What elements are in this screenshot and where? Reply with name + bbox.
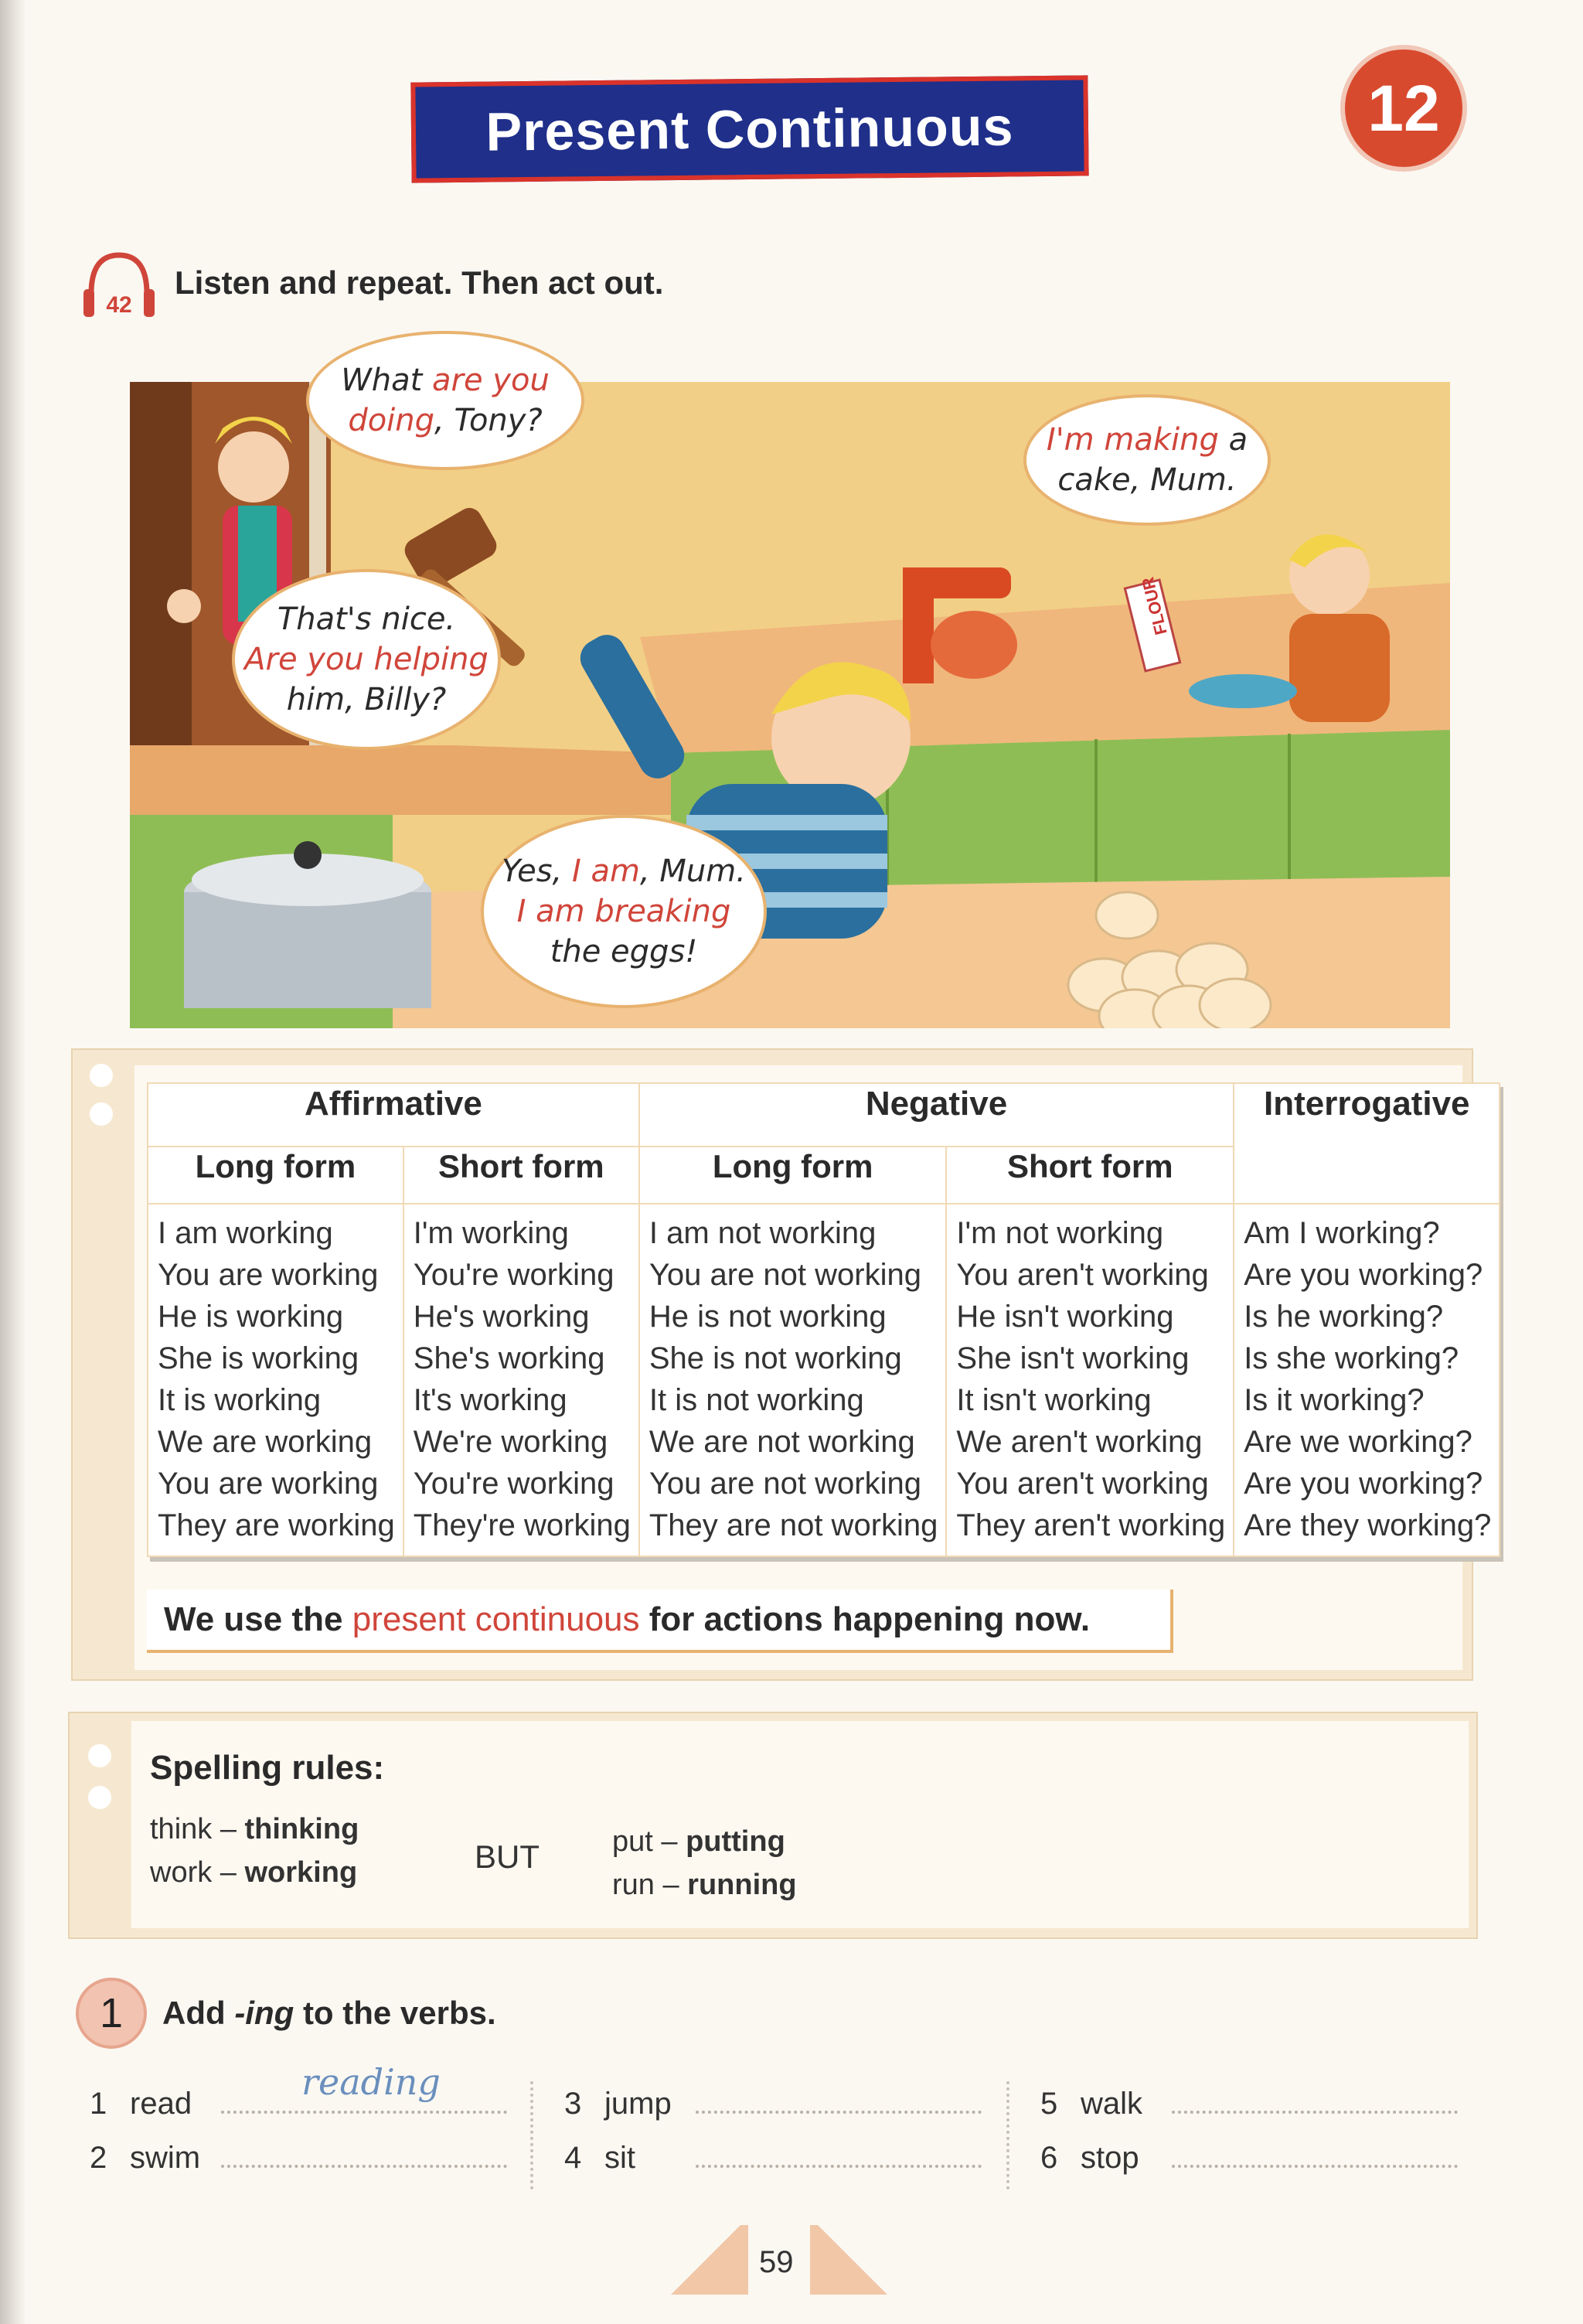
speech-bubble-tony: I'm making a cake, Mum. [1023, 394, 1271, 526]
exercise-instruction: Add -ing to the verbs. [162, 1995, 496, 2031]
track-number: 42 [106, 292, 132, 318]
table-cell: She's working [413, 1341, 605, 1375]
table-cell: Is it working? [1244, 1383, 1425, 1417]
interrogative-column [1234, 1204, 1500, 1556]
table-cell: They aren't working [956, 1508, 1226, 1542]
panel-dot [88, 1786, 111, 1809]
table-cell: You are working [158, 1258, 379, 1292]
usage-rule: We use the present continuous for actions happening now. [147, 1590, 1173, 1653]
but-label: BUT [475, 1838, 540, 1875]
present-continuous-table [147, 1082, 1500, 1557]
answer-text: reading [301, 2061, 441, 2103]
table-cell: We are not working [649, 1425, 915, 1459]
answer-line[interactable] [696, 2084, 982, 2114]
spelling-examples-left: think – thinking work – working [150, 1813, 359, 1889]
table-cell: Are they working? [1244, 1508, 1492, 1542]
headphones-icon [80, 246, 158, 323]
table-cell: Is she working? [1244, 1341, 1459, 1375]
table-cell: I am not working [649, 1216, 877, 1250]
table-cell: I'm working [413, 1216, 569, 1250]
table-cell: She is not working [649, 1341, 902, 1375]
unit-number-badge: 12 [1340, 45, 1467, 172]
column-divider [1006, 2081, 1009, 2189]
table-cell: You aren't working [956, 1467, 1209, 1501]
table-cell: Are we working? [1244, 1425, 1472, 1459]
negative-short-column [946, 1204, 1234, 1556]
speech-bubble-mum-question: What are you doing, Tony? [306, 331, 584, 470]
table-cell: You're working [413, 1467, 614, 1501]
spelling-rules-title: Spelling rules: [150, 1749, 385, 1787]
table-cell: You are not working [649, 1258, 921, 1292]
table-cell: Is he working? [1244, 1300, 1444, 1334]
table-cell: She isn't working [956, 1341, 1190, 1375]
panel-dot [90, 1064, 113, 1087]
table-cell: She is working [158, 1341, 359, 1375]
exercise-number-badge: 1 [76, 1978, 147, 2049]
affirmative-short-column [403, 1204, 639, 1556]
table-cell: We aren't working [956, 1425, 1203, 1459]
page-number: 59 [759, 2245, 794, 2279]
table-cell: You are working [158, 1467, 379, 1501]
table-cell: It is working [158, 1383, 322, 1417]
table-cell: It is not working [649, 1383, 864, 1417]
panel-dot [90, 1102, 113, 1126]
panel-dot [88, 1744, 111, 1767]
table-cell: Am I working? [1244, 1216, 1440, 1250]
exercise-item: 1 read reading [90, 2084, 507, 2121]
table-cell: Are you working? [1244, 1258, 1483, 1292]
table-cell: We are working [158, 1425, 373, 1459]
table-cell: I am working [158, 1216, 333, 1250]
exercise-item: 3 jump [564, 2084, 982, 2121]
subheader-long-form: Long form [148, 1147, 403, 1204]
exercise-item: 6 stop [1040, 2138, 1458, 2176]
exercise-item: 4 sit [564, 2138, 982, 2176]
table-cell: It's working [413, 1383, 567, 1417]
affirmative-long-column [148, 1204, 403, 1556]
subheader-short-form: Short form [946, 1147, 1234, 1204]
spelling-examples-right: put – putting run – running [612, 1825, 797, 1901]
table-cell: He is working [158, 1300, 344, 1334]
table-cell: We're working [413, 1425, 608, 1459]
table-cell: He's working [413, 1300, 590, 1334]
table-cell: He is not working [649, 1300, 887, 1334]
lesson-title-banner [410, 75, 1088, 182]
header-interrogative: Interrogative [1234, 1083, 1500, 1204]
table-cell: I'm not working [956, 1216, 1164, 1250]
column-divider [530, 2081, 533, 2189]
table-cell: It isn't working [956, 1383, 1152, 1417]
speech-bubble-mum-helping: That's nice. Are you helping him, Billy? [232, 569, 501, 750]
header-affirmative: Affirmative [148, 1083, 639, 1147]
lesson-title: Present Continuous [485, 96, 1014, 162]
header-negative: Negative [639, 1083, 1234, 1147]
answer-line[interactable] [221, 2138, 507, 2168]
negative-long-column [639, 1204, 947, 1556]
answer-line[interactable] [1172, 2084, 1458, 2114]
subheader-long-form: Long form [639, 1147, 947, 1204]
table-cell: He isn't working [956, 1300, 1174, 1334]
table-cell: You are not working [649, 1467, 921, 1501]
flour-label: FLOUR [1138, 575, 1171, 637]
table-cell: They are working [158, 1508, 395, 1542]
speech-bubble-billy: Yes, I am, Mum. I am breaking the eggs! [481, 815, 767, 1008]
answer-line[interactable] [1172, 2138, 1458, 2168]
subheader-short-form: Short form [403, 1147, 639, 1204]
table-cell: They are not working [649, 1508, 938, 1542]
answer-line[interactable] [696, 2138, 982, 2168]
book-spine-shadow [0, 0, 26, 2324]
table-cell: They're working [413, 1508, 631, 1542]
table-cell: You aren't working [956, 1258, 1209, 1292]
table-cell: You're working [413, 1258, 614, 1292]
exercise-item: 5 walk [1040, 2084, 1458, 2121]
rule-highlight: present continuous [352, 1600, 640, 1638]
exercise-item: 2 swim [90, 2138, 507, 2176]
listen-instruction: Listen and repeat. Then act out. [175, 264, 664, 301]
table-cell: Are you working? [1244, 1467, 1483, 1501]
